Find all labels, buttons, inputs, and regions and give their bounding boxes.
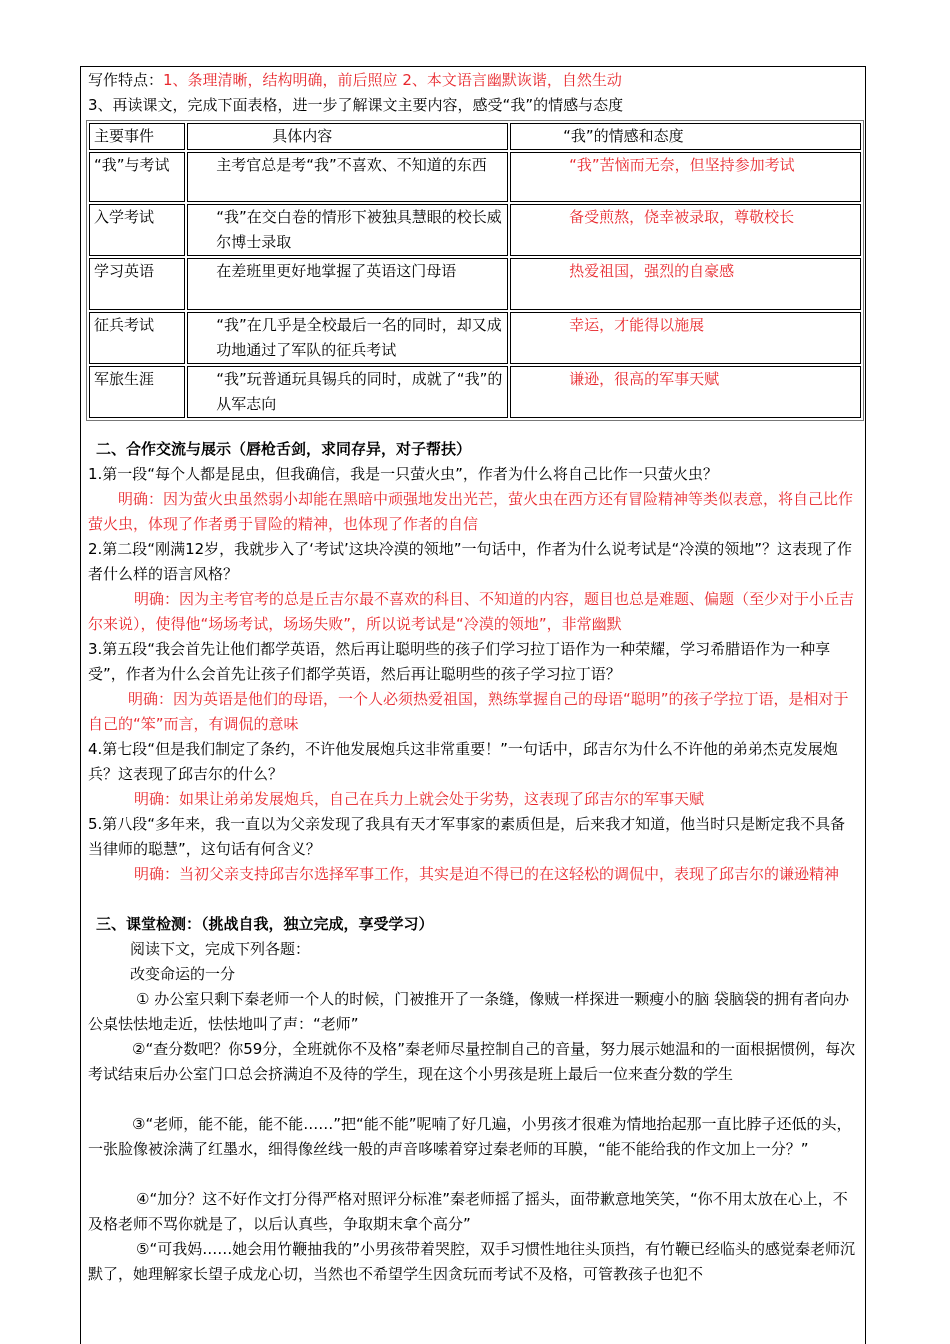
row-attitude: 幸运，才能得以施展: [510, 312, 861, 364]
row-attitude: “我”苦恼而无奈，但坚持参加考试: [510, 152, 861, 202]
row-content: “我”在交白卷的情形下被独具慧眼的校长威尔博士录取: [187, 204, 508, 256]
row-attitude: 热爱祖国，强烈的自豪感: [510, 258, 861, 310]
writing-label: 写作特点：: [88, 71, 164, 89]
question-5: 5.第八段“多年来，我一直以为父亲发现了我具有天才军事家的素质但是，后来我才知道，他当时只是断定我不具备当律师的聪慧”，这句话有何含义？: [88, 815, 846, 858]
answer-3: 明确：因为英语是他们的母语，一个人必须热爱祖国，熟练掌握自己的母语“聪明”的孩子学拉丁语，是相对于自己的“笨”而言，有调侃的意味: [88, 690, 849, 733]
passage-paragraph-5: ⑤“可我妈……她会用竹鞭抽我的”小男孩带着哭腔，双手习惯性地往头顶挡，有竹鞭已经临头的感觉秦老师沉默了，她理解家长望子成龙心切，当然也不希望学生因贪玩而考试不及格，可管教孩子也犯不: [88, 1240, 855, 1283]
row-event: 征兵考试: [89, 312, 185, 364]
writing-value: 1、条理清晰，结构明确，前后照应 2、本文语言幽默诙谐，自然生动: [163, 71, 622, 89]
row-event: 学习英语: [89, 258, 185, 310]
header-attitude: “我”的情感和态度: [510, 123, 861, 150]
table-row: [89, 258, 861, 310]
row-attitude: 备受煎熬，侥幸被录取，尊敬校长: [510, 204, 861, 256]
answer-5: 明确：当初父亲支持邱吉尔选择军事工作，其实是迫不得已的在这轻松的调侃中，表现了邱吉尔的谦逊精神: [134, 865, 840, 883]
writing-features: [88, 68, 860, 93]
answer-4: 明确：如果让弟弟发展炮兵，自己在兵力上就会处于劣势，这表现了邱吉尔的军事天赋: [134, 790, 705, 808]
table-header-row: [89, 123, 861, 150]
answer-2: 明确：因为主考官考的总是丘吉尔最不喜欢的科目、不知道的内容，题目也总是难题、偏题（至少对于小丘吉尔来说），使得他“场场考试，场场失败”，所以说考试是“冷漠的领地”，非常幽默: [88, 590, 855, 633]
header-event: 主要事件: [89, 123, 185, 150]
reading-instruction: 阅读下文，完成下列各题：: [130, 940, 311, 958]
table-row: [89, 312, 861, 364]
section2-title: 二、合作交流与展示（唇枪舌剑，求同存异，对子帮扶）: [96, 440, 472, 458]
row-content: “我”玩普通玩具锡兵的同时，成就了“我”的从军志向: [187, 366, 508, 418]
row-content: “我”在几乎是全校最后一名的同时，却又成功地通过了军队的征兵考试: [187, 312, 508, 364]
row-content: 在差班里更好地掌握了英语这门母语: [187, 258, 508, 310]
question-3: 3.第五段“我会首先让他们都学英语，然后再让聪明些的孩子们学习拉丁语作为一种荣耀，学习希腊语作为一种享受”，作者为什么会首先让孩子们都学英语，然后再让聪明些的孩子学习拉丁语？: [88, 640, 831, 683]
passage-paragraph-1: ① 办公室只剩下秦老师一个人的时候，门被推开了一条缝，像贼一样探进一颗瘦小的脑 袋脑袋的拥有者向办公桌怯怯地走近，怯怯地叫了声：“老师”: [88, 990, 849, 1033]
passage-title: 改变命运的一分: [130, 965, 236, 983]
row-event: 军旅生涯: [89, 366, 185, 418]
table-row: [89, 366, 861, 418]
row-content: 主考官总是考“我”不喜欢、不知道的东西: [187, 152, 508, 202]
passage-paragraph-2: ②“查分数吧？你59分，全班就你不及格”秦老师尽量控制自己的音量，努力展示她温和的一面根据惯例，每次考试结束后办公室门口总会挤满迫不及待的学生，现在这个小男孩是班上最后一位来查分数的学生: [88, 1040, 856, 1083]
row-event: “我”与考试: [89, 152, 185, 202]
header-content: 具体内容: [187, 123, 508, 150]
events-table: [86, 120, 864, 421]
question-1: 1.第一段“每个人都是昆虫，但我确信，我是一只萤火虫”，作者为什么将自己比作一只萤火虫？: [88, 465, 718, 483]
answer-1: 明确：因为萤火虫虽然弱小却能在黑暗中顽强地发出光芒，萤火虫在西方还有冒险精神等类似表意，将自己比作萤火虫，体现了作者勇于冒险的精神，也体现了作者的自信: [88, 490, 854, 533]
row-event: 入学考试: [89, 204, 185, 256]
section3-title: 三、课堂检测：（挑战自我，独立完成，享受学习）: [96, 915, 434, 933]
passage-paragraph-3: ③“老师，能不能，能不能……”把“能不能”呢喃了好几遍，小男孩才很难为情地抬起那一直比脖子还低的头，一张脸像被涂满了红墨水，细得像丝线一般的声音哆嗦着穿过秦老师的耳膜，“能不能给我的作文加上一分？”: [88, 1115, 852, 1158]
question-2: 2.第二段“刚满12岁，我就步入了‘考试’这块冷漠的领地”一句话中，作者为什么说考试是“冷漠的领地”？这表现了作者什么样的语言风格？: [88, 540, 853, 583]
table-row: [89, 152, 861, 202]
question-4: 4.第七段“但是我们制定了条约，不许他发展炮兵这非常重要！”一句话中，邱吉尔为什么不许他的弟弟杰克发展炮兵？这表现了邱吉尔的什么？: [88, 740, 838, 783]
task-3: 3、再读课文，完成下面表格，进一步了解课文主要内容，感受“我”的情感与态度: [88, 96, 624, 114]
row-attitude: 谦逊，很高的军事天赋: [510, 366, 861, 418]
passage-paragraph-4: ④“加分？这不好作文打分得严格对照评分标准”秦老师摇了摇头，面带歉意地笑笑，“你不用太放在心上，不及格老师不骂你就是了，以后认真些，争取期末拿个高分”: [88, 1190, 848, 1233]
table-row: [89, 204, 861, 256]
